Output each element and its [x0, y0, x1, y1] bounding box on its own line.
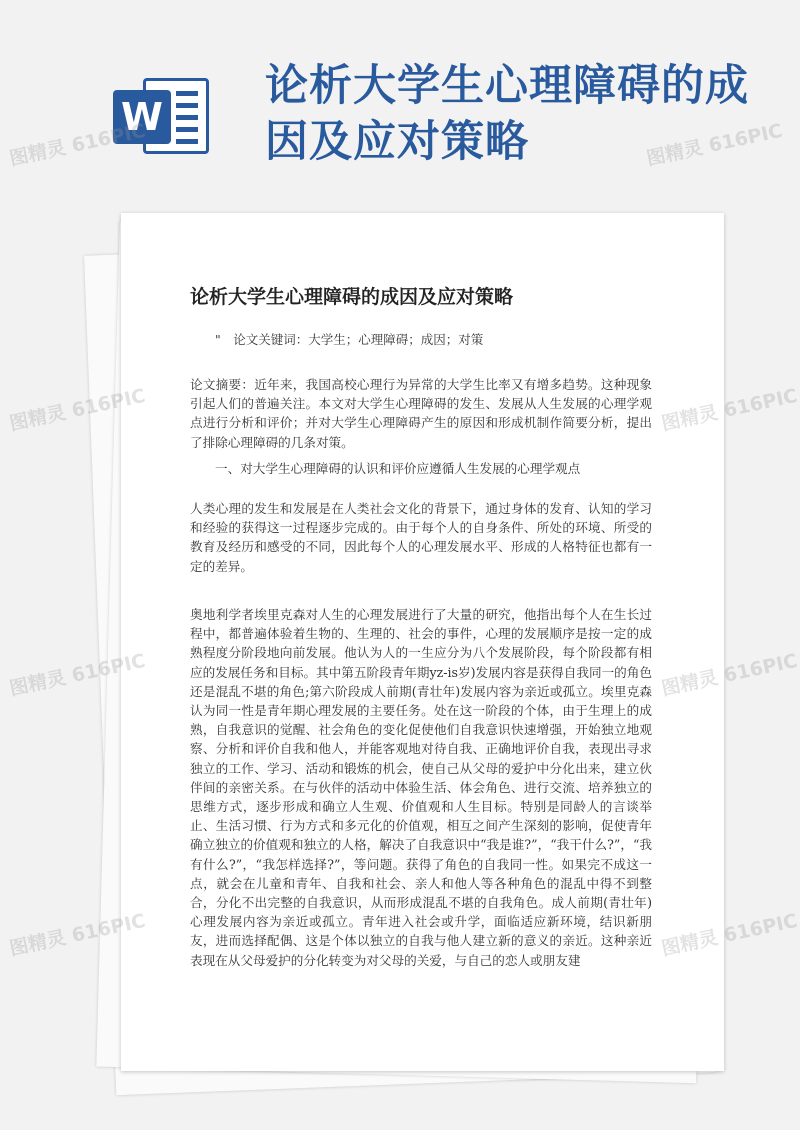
body-paragraph-1: 人类心理的发生和发展是在人类社会文化的背景下，通过身体的发育、认知的学习和经验的获得这一过程逐步完成的。由于每个人的自身条件、所处的环境、所受的教育及经历和感受的不同，因此每个人的心理发展水平、形成的人格特征也都有一定的差异。 — [190, 501, 652, 574]
word-letter-badge: W — [113, 90, 171, 144]
page-title: 论析大学生心理障碍的成因及应对策略 — [265, 61, 749, 167]
watermark: 图精灵 616PIC — [7, 119, 148, 171]
abstract-paragraph: 论文摘要：近年来，我国高校心理行为异常的大学生比率又有增多趋势。这种现象引起人们的普遍关注。本文对大学生心理障碍的发生、发展从人生发展的心理学观点进行分析和评价；并对大学生心理障碍产生的原因和形成机制作简要分析，提出了排除心理障碍的几条对策。 — [190, 377, 652, 450]
document-title: 论析大学生心理障碍的成因及应对策略 — [190, 286, 514, 308]
document-page — [121, 213, 724, 1071]
body-paragraph-2: 奥地利学者埃里克森对人生的心理发展进行了大量的研究，他指出每个人在生长过程中，都普遍体验着生物的、生理的、社会的事件，心理的发展顺序是按一定的成熟程度分阶段地向前发展。他认为人的一生应分为八个发展阶段，每个阶段都有相应的发展任务和目标。其中第五阶段青年期yz-is岁)发展内容是获得自我同一的角色还是混乱不堪的角色;第六阶段成人前期(青壮年)发展内容为亲近或孤立。埃里克森认为同一性是青年期心理发展的主要任务。处在这一阶段的个体，由于生理上的成熟，自我意识的觉醒、社会角色的变化促使他们自我意识快速增强，开始独立地观察、分析和评价自我和他人，并能客观地对待自我、正确地评价自我，表现出寻求独立的工作、学习、活动和锻炼的机会，使自己从父母的爱护中分化出来，建立伙伴间的亲密关系。在与伙伴的活动中体验生活、体会角色、进行交流、培养独立的思维方式，逐步形成和确立人生观、价值观和人生目标。特别是同龄人的言谈举止、生活习惯、行为方式和多元化的价值观，相互之间产生深刻的影响，促使青年确立独立的价值观和独立的人格，解决了自我意识中“我是谁?”，“我干什么?”，“我有什么?”，“我怎样选择?”，等问题。获得了角色的自我同一性。如果完不成这一点，就会在儿童和青年、自我和社会、亲人和他人等各种角色的混乱中得不到整合，分化不出完整的自我意识，从而形成混乱不堪的自我角色。成人前期(青壮年)心理发展内容为亲近或孤立。青年进入社会或升学，面临适应新环境，结识新朋友，进而选择配偶、这是个体以独立的自我与他人建立新的意义的亲近。这种亲近表现在从父母爱护的分化转变为对父母的关爱，与自己的恋人或朋友建 — [190, 607, 652, 968]
header-banner — [0, 0, 800, 200]
word-document-icon — [113, 70, 213, 162]
watermark: 图精灵 616PIC — [7, 649, 148, 701]
watermark: 图精灵 616PIC — [7, 384, 148, 436]
watermark: 图精灵 616PIC — [659, 649, 800, 701]
watermark: 图精灵 616PIC — [659, 384, 800, 436]
section-heading: 一、对大学生心理障碍的认识和评价应遵循人生发展的心理学观点 — [215, 461, 581, 476]
watermark: 图精灵 616PIC — [644, 119, 785, 171]
watermark: 图精灵 616PIC — [659, 909, 800, 961]
watermark: 图精灵 616PIC — [7, 909, 148, 961]
keywords-line: " 论文关键词：大学生；心理障碍；成因；对策 — [215, 332, 484, 347]
